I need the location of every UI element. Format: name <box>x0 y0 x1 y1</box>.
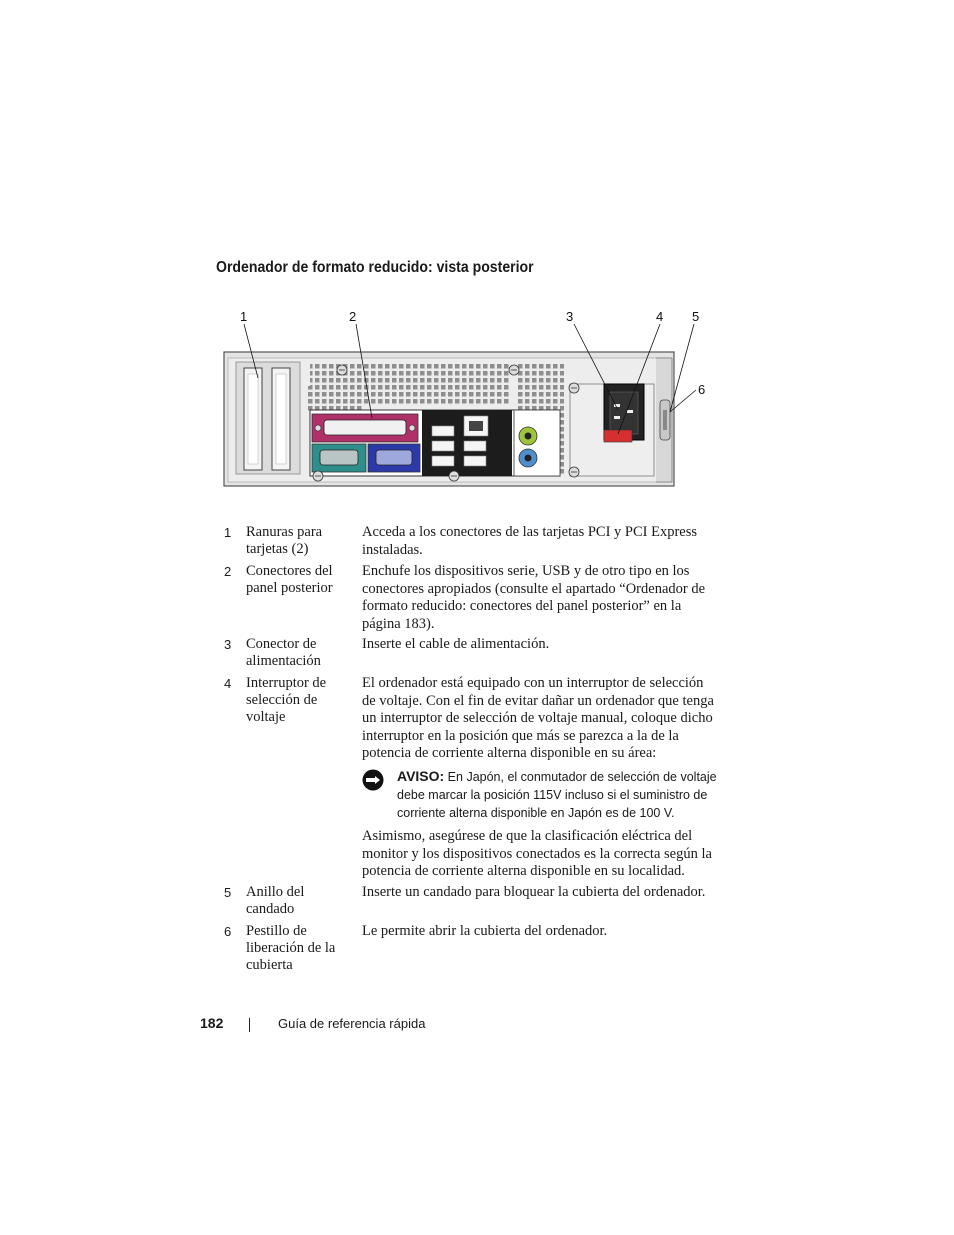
callout-2: 2 <box>349 309 357 324</box>
notice-label: AVISO: <box>397 768 445 784</box>
notice-hand-icon <box>362 769 384 791</box>
row-description: Le permite abrir la cubierta del ordenador. <box>362 923 608 939</box>
page-number: 182 <box>200 1015 224 1031</box>
row-description-extra: Asimismo, asegúrese de que la clasificación eléctrica del monitor y los dispositivos conectados es la correcta según la potencia de corriente alterna disponible en su localidad. <box>362 828 712 879</box>
row-number: 1 <box>224 525 232 540</box>
footer-separator <box>249 1018 250 1032</box>
row-term: Pestillo de liberación de la cubierta <box>246 923 336 973</box>
row-description: Enchufe los dispositivos serie, USB y de otro tipo en los conectores apropiados (consulte el apartado “Ordenador de formato reducido: conectores del panel posterior” en la página 183). <box>362 563 706 632</box>
row-description: Inserte el cable de alimentación. <box>362 636 550 652</box>
callout-5: 5 <box>692 309 700 324</box>
row-number: 3 <box>224 637 232 652</box>
row-term: Conectores del panel posterior <box>246 563 333 596</box>
row-number: 6 <box>224 924 232 939</box>
callout-1: 1 <box>240 309 248 324</box>
callout-3: 3 <box>566 309 574 324</box>
voltage-switch <box>604 430 632 442</box>
usb-port <box>432 426 454 436</box>
row-term: Interruptor de selección de voltaje <box>246 675 327 725</box>
rear-view-figure <box>216 300 716 500</box>
notice-text <box>397 767 717 822</box>
usb-port <box>464 456 486 466</box>
usb-port <box>432 456 454 466</box>
callout-6: 6 <box>698 382 706 397</box>
section-heading: Ordenador de formato reducido: vista posterior <box>216 259 534 276</box>
row-term: Anillo del candado <box>246 884 305 917</box>
row-term: Conector de alimentación <box>246 636 321 669</box>
row-description: Inserte un candado para bloquear la cubierta del ordenador. <box>362 884 706 900</box>
usb-port <box>432 441 454 451</box>
row-description: Acceda a los conectores de las tarjetas PCI y PCI Express instaladas. <box>362 524 698 558</box>
callout-4: 4 <box>656 309 664 324</box>
footer-title: Guía de referencia rápida <box>278 1016 426 1031</box>
row-description: El ordenador está equipado con un interruptor de selección de voltaje. Con el fin de evitar dañar un ordenador que tenga un interruptor de selección de voltaje manual, coloque dicho interruptor en la posición que más se parezca a la de la potencia de corriente alterna disponible en su área: <box>362 675 714 761</box>
row-number: 4 <box>224 676 232 691</box>
notice-body: En Japón, el conmutador de selección de voltaje debe marcar la posición 115V incluso si el suministro de corriente alterna disponible en Japón es de 100 V. <box>397 770 717 820</box>
usb-port <box>464 441 486 451</box>
row-number: 2 <box>224 564 232 579</box>
row-number: 5 <box>224 885 232 900</box>
audio-panel <box>514 410 560 476</box>
computer-rear-illustration <box>216 300 716 500</box>
row-term: Ranuras para tarjetas (2) <box>246 524 323 557</box>
